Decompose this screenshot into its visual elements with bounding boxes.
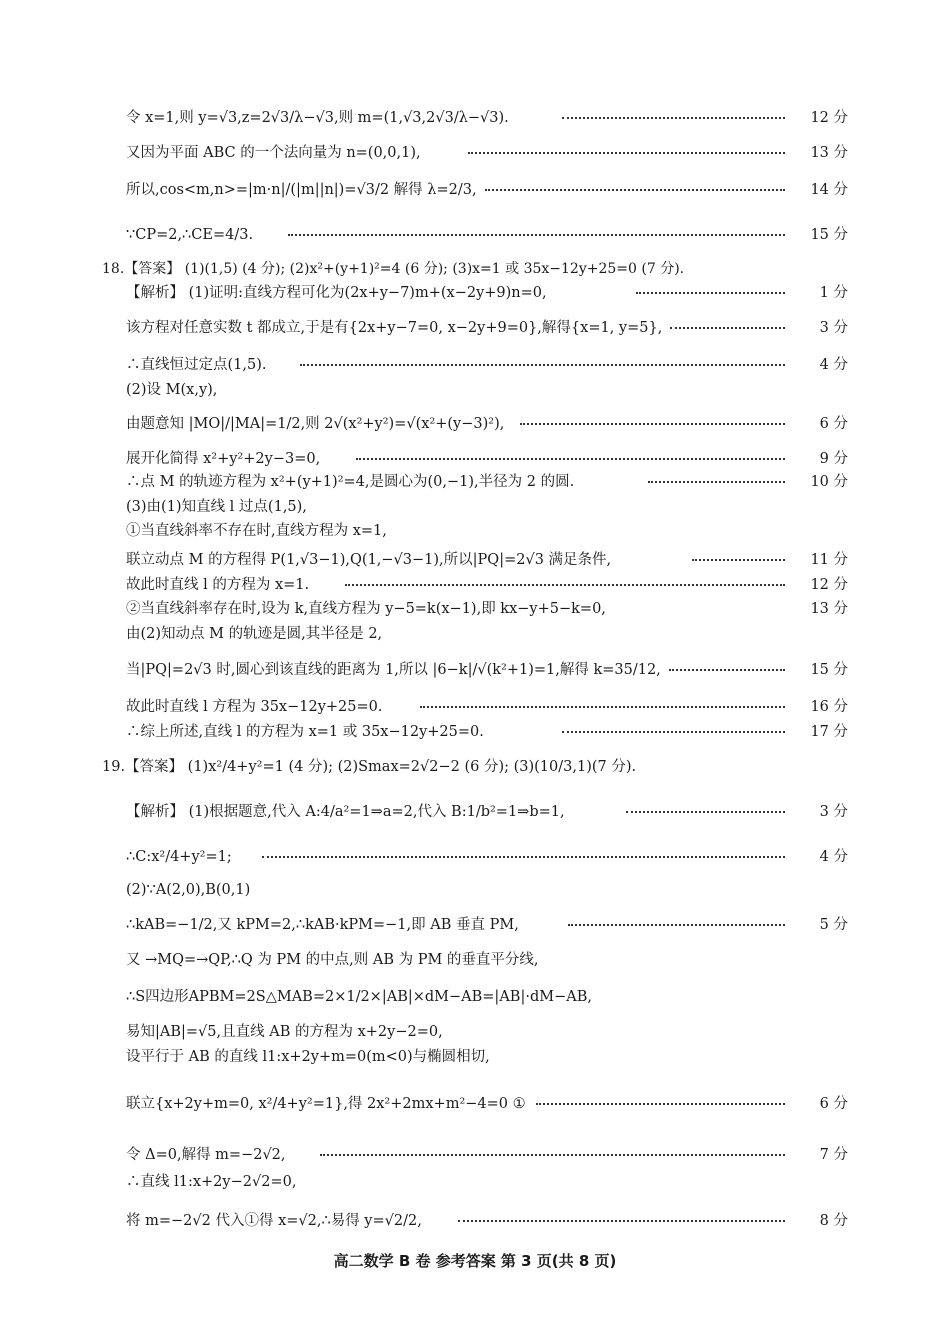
line-18 [0, 655, 950, 685]
leader-dots [262, 856, 785, 858]
line-12-text: (3)由(1)知直线 l 过点(1,5), [126, 499, 307, 515]
leader-dots [288, 234, 785, 236]
line-5-text: 【解析】 (1)证明:直线方程可化为(2x+y−7)m+(x−2y+9)n=0, [126, 285, 547, 301]
line-31-score: 7 分 [819, 1147, 848, 1163]
line-6-score: 3 分 [819, 320, 848, 336]
leader-dots [648, 481, 785, 483]
line-16-text: ②当直线斜率存在时,设为 k,直线方程为 y−5=k(x−1),即 kx−y+5−k=0, [126, 601, 606, 617]
leader-dots [562, 731, 785, 733]
leader-dots [536, 1103, 785, 1105]
leader-dots [520, 423, 785, 425]
line-11-score: 10 分 [810, 474, 848, 490]
line-25-text: ∴kAB=−1/2,又 kPM=2,∴kAB·kPM=−1,即 AB 垂直 PM, [126, 917, 519, 933]
line-23-text: ∴C:x²/4+y²=1; [126, 849, 232, 865]
line-22-score: 3 分 [819, 804, 848, 820]
line-32 [0, 1167, 950, 1197]
line-7-score: 4 分 [819, 357, 848, 373]
line-30-score: 6 分 [819, 1096, 848, 1112]
line-4-text: 18.【答案】 (1)(1,5) (4 分); (2)x²+(y+1)²=4 (6 分); (3)x=1 或 35x−12y+25=0 (7 分). [102, 261, 685, 277]
line-1-score: 13 分 [810, 145, 848, 161]
line-24-text: (2)∵A(2,0),B(0,1) [126, 882, 251, 898]
line-27-text: ∴S四边形APBM=2S△MAB=2×1/2×|AB|×dM−AB=|AB|·dM−AB, [126, 989, 592, 1005]
line-1 [0, 138, 950, 168]
leader-dots [458, 1220, 785, 1222]
leader-dots [626, 811, 785, 813]
line-6-text: 该方程对任意实数 t 都成立,于是有{2x+y−7=0, x−2y+9=0},解得{x=1, y=5}, [126, 320, 663, 336]
line-25-score: 5 分 [819, 917, 848, 933]
line-20-score: 17 分 [810, 724, 848, 740]
line-17-text: 由(2)知动点 M 的轨迹是圆,其半径是 2, [126, 626, 383, 642]
leader-dots [568, 924, 785, 926]
line-10-score: 9 分 [819, 451, 848, 467]
line-22 [0, 797, 950, 827]
line-20-text: ∴综上所述,直线 l 的方程为 x=1 或 35x−12y+25=0. [126, 724, 484, 740]
line-18-text: 当|PQ|=2√3 时,圆心到该直线的距离为 1,所以 |6−k|/√(k²+1)=1,解得 k=35/12, [126, 662, 661, 678]
leader-dots [669, 669, 785, 671]
line-19-text: 故此时直线 l 方程为 35x−12y+25=0. [126, 699, 383, 715]
line-21 [0, 752, 950, 782]
line-18-score: 15 分 [810, 662, 848, 678]
leader-dots [468, 152, 785, 154]
line-17 [0, 619, 950, 649]
line-1-text: 又因为平面 ABC 的一个法向量为 n=(0,0,1), [126, 145, 421, 161]
leader-dots [345, 584, 785, 586]
leader-dots [420, 706, 785, 708]
line-29 [0, 1042, 950, 1072]
line-9-score: 6 分 [819, 416, 848, 432]
line-3 [0, 220, 950, 250]
line-25 [0, 910, 950, 940]
line-33-score: 8 分 [819, 1213, 848, 1229]
leader-dots [356, 458, 785, 460]
line-13-text: ①当直线斜率不存在时,直线方程为 x=1, [126, 523, 387, 539]
line-23 [0, 842, 950, 872]
line-0-score: 12 分 [810, 110, 848, 126]
line-32-text: ∴直线 l1:x+2y−2√2=0, [126, 1174, 297, 1190]
line-15-text: 故此时直线 l 的方程为 x=1. [126, 577, 310, 593]
line-19-score: 16 分 [810, 699, 848, 715]
line-0 [0, 103, 950, 133]
line-8 [0, 375, 950, 405]
leader-dots [562, 117, 785, 119]
line-16-score: 13 分 [810, 601, 848, 617]
line-33-text: 将 m=−2√2 代入①得 x=√2,∴易得 y=√2/2, [126, 1213, 422, 1229]
line-31 [0, 1140, 950, 1170]
leader-dots [320, 1154, 785, 1156]
line-2-text: 所以,cos<m,n>=|m·n|/(|m||n|)=√3/2 解得 λ=2/3, [126, 182, 477, 198]
line-23-score: 4 分 [819, 849, 848, 865]
line-8-text: (2)设 M(x,y), [126, 382, 218, 398]
line-20 [0, 717, 950, 747]
line-31-text: 令 Δ=0,解得 m=−2√2, [126, 1147, 286, 1163]
line-6 [0, 313, 950, 343]
line-26-text: 又 →MQ=→QP,∴Q 为 PM 的中点,则 AB 为 PM 的垂直平分线, [126, 952, 539, 968]
line-14-score: 11 分 [810, 552, 848, 568]
line-24 [0, 875, 950, 905]
line-33 [0, 1206, 950, 1236]
line-26 [0, 945, 950, 975]
line-30-text: 联立{x+2y+m=0, x²/4+y²=1},得 2x²+2mx+m²−4=0 ① [126, 1096, 526, 1112]
leader-dots [485, 189, 785, 191]
line-28-text: 易知|AB|=√5,且直线 AB 的方程为 x+2y−2=0, [126, 1024, 443, 1040]
leader-dots [300, 364, 785, 366]
line-11-text: ∴点 M 的轨迹方程为 x²+(y+1)²=4,是圆心为(0,−1),半径为 2 的圆. [126, 474, 575, 490]
line-3-score: 15 分 [810, 227, 848, 243]
leader-dots [636, 292, 785, 294]
line-30 [0, 1089, 950, 1119]
line-7-text: ∴直线恒过定点(1,5). [126, 357, 267, 373]
line-0-text: 令 x=1,则 y=√3,z=2√3/λ−√3,则 m=(1,√3,2√3/λ−√3). [126, 110, 509, 126]
leader-dots [670, 327, 785, 329]
line-9-text: 由题意知 |MO|/|MA|=1/2,则 2√(x²+y²)=√(x²+(y−3)²), [126, 416, 505, 432]
line-13 [0, 516, 950, 546]
line-14-text: 联立动点 M 的方程得 P(1,√3−1),Q(1,−√3−1),所以|PQ|=2√3 满足条件, [126, 552, 612, 568]
line-21-text: 19.【答案】 (1)x²/4+y²=1 (4 分); (2)Smax=2√2−2 (6 分); (3)(10/3,1)(7 分). [102, 759, 637, 775]
line-9 [0, 409, 950, 439]
line-10-text: 展开化简得 x²+y²+2y−3=0, [126, 451, 321, 467]
line-2 [0, 175, 950, 205]
line-5 [0, 278, 950, 308]
line-3-text: ∵CP=2,∴CE=4/3. [126, 227, 254, 243]
line-27 [0, 982, 950, 1012]
line-5-score: 1 分 [819, 285, 848, 301]
line-2-score: 14 分 [810, 182, 848, 198]
line-29-text: 设平行于 AB 的直线 l1:x+2y+m=0(m<0)与椭圆相切, [126, 1049, 490, 1065]
line-15-score: 12 分 [810, 577, 848, 593]
page-footer: 高二数学 B 卷 参考答案 第 3 页(共 8 页) [333, 1252, 617, 1270]
leader-dots [692, 559, 785, 561]
line-22-text: 【解析】 (1)根据题意,代入 A:4/a²=1⇒a=2,代入 B:1/b²=1⇒b=1, [126, 804, 565, 820]
